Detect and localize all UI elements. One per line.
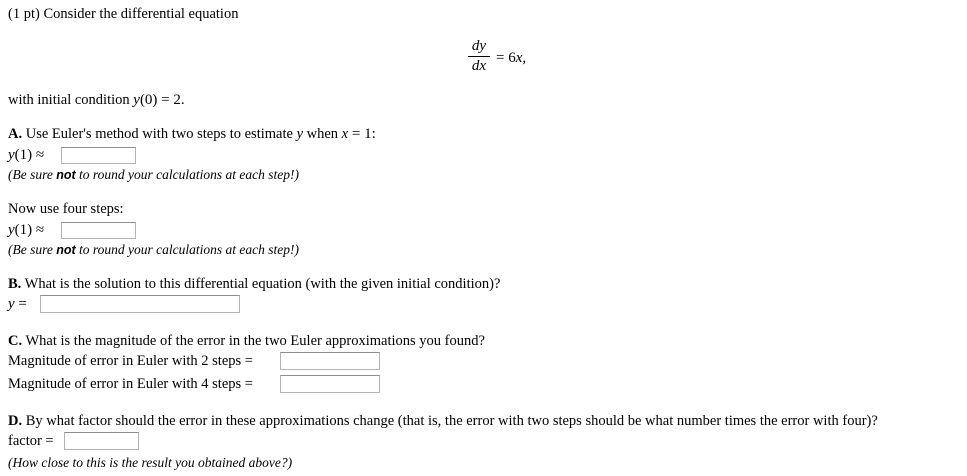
- fraction-numerator: dy: [471, 38, 487, 54]
- part-a-question-text: Use Euler's method with two steps to estimate: [25, 126, 297, 142]
- error-two-steps-input[interactable]: [280, 352, 380, 370]
- prompt-var: y: [8, 222, 15, 238]
- factor-label: factor =: [8, 433, 54, 449]
- euler-four-steps-input[interactable]: [61, 222, 136, 239]
- prompt-tail: =: [14, 296, 27, 312]
- part-a-question-mid: when: [303, 126, 342, 142]
- equation-rhs-comma: ,: [522, 50, 527, 66]
- factor-input[interactable]: [64, 432, 139, 450]
- prompt-var: y: [8, 296, 15, 312]
- note-bold: not: [56, 168, 76, 182]
- part-b-label: B.: [8, 276, 22, 292]
- derivative-fraction: [466, 38, 492, 75]
- initial-condition-math: (0) = 2.: [139, 92, 185, 108]
- fraction-bar: [468, 56, 490, 57]
- points-label: (1 pt): [8, 6, 40, 22]
- part-a-question-suffix: = 1:: [348, 126, 376, 142]
- note-bold: not: [56, 243, 76, 257]
- part-a-var-x: x: [341, 126, 349, 142]
- error-two-steps-label: Magnitude of error in Euler with 2 steps =: [8, 353, 253, 369]
- part-b-question-text: What is the solution to this differential equation (with the given initial condition)?: [24, 276, 501, 292]
- prompt-var: y: [8, 147, 15, 163]
- note-post: to round your calculations at each step!): [75, 167, 300, 182]
- note-pre: (Be sure: [8, 167, 57, 182]
- part-d-question: [8, 412, 878, 430]
- note-post: to round your calculations at each step!): [75, 242, 300, 257]
- fraction-denominator: dx: [471, 58, 487, 74]
- initial-condition: [8, 91, 185, 109]
- part-a-var-y: y: [296, 126, 303, 142]
- problem-intro: [8, 5, 238, 23]
- intro-text: Consider the differential equation: [43, 6, 239, 22]
- part-d-note: (How close to this is the result you obtained above?): [8, 455, 293, 470]
- part-a-two-steps-note: [8, 166, 299, 184]
- part-c-question-text: What is the magnitude of the error in the two Euler approximations you found?: [25, 333, 485, 349]
- euler-two-steps-input[interactable]: [61, 147, 136, 164]
- part-a-four-steps-prompt: [8, 221, 44, 239]
- solution-input[interactable]: [40, 295, 240, 313]
- part-a-four-steps-note: [8, 241, 299, 259]
- equation-rhs-number: = 6: [496, 50, 516, 66]
- part-b-question: [8, 275, 500, 293]
- part-b-prompt: [8, 295, 27, 313]
- part-d-question-text: By what factor should the error in these approximations change (that is, the error with two steps should be what number times the error with four)?: [25, 413, 878, 429]
- equation-rhs: [496, 49, 526, 67]
- part-d-label: D.: [8, 413, 23, 429]
- initial-condition-text: with initial condition: [8, 92, 134, 108]
- initial-condition-var: y: [133, 92, 140, 108]
- part-a-two-steps-prompt: [8, 146, 44, 164]
- note-pre: (Be sure: [8, 242, 57, 257]
- error-four-steps-input[interactable]: [280, 375, 380, 393]
- prompt-tail: (1) ≈: [14, 222, 45, 238]
- part-c-label: C.: [8, 333, 23, 349]
- error-four-steps-label: Magnitude of error in Euler with 4 steps =: [8, 376, 253, 392]
- part-c-question: [8, 332, 485, 350]
- part-a-label: A.: [8, 126, 23, 142]
- equation-rhs-variable: x: [515, 50, 523, 66]
- prompt-tail: (1) ≈: [14, 147, 45, 163]
- part-a-four-steps-intro: Now use four steps:: [8, 201, 124, 217]
- part-a-question: [8, 125, 376, 143]
